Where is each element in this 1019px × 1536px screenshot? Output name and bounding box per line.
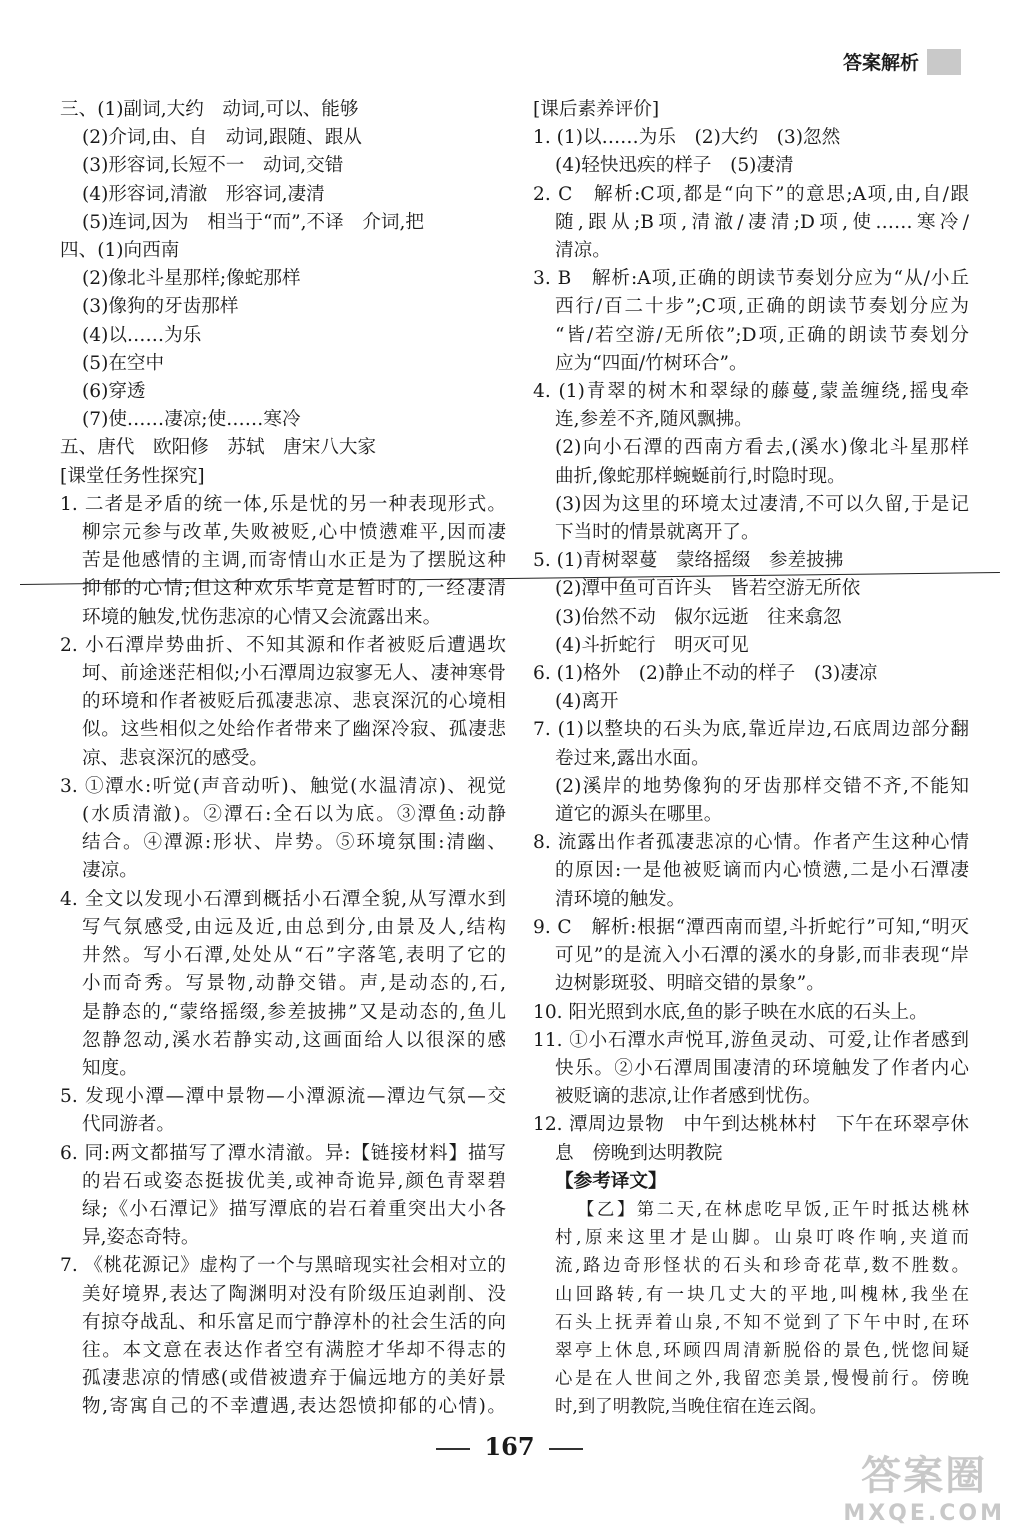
answer-line: 被贬谪的悲凉,让作者感到忧伤。 — [555, 1086, 822, 1108]
site-watermark-logo — [843, 1444, 1005, 1526]
answer-line: 苦是他感情的主调,而寄情山水正是为了摆脱这种 — [82, 550, 506, 572]
answer-line: 12. 潭周边景物 中午到达桃林村 下午在环翠亭休 — [533, 1114, 969, 1136]
answer-line: 翠亭上休息,环顾四周清新脱俗的景色,恍惚间疑 — [555, 1340, 969, 1361]
watermark-domain: MXQE.COM — [843, 1501, 1005, 1526]
answer-line: (4)斗折蛇行 明灭可见 — [555, 634, 749, 656]
answer-line: 随,跟从;B项,清澈/凄清;D项,使……寒冷/ — [555, 211, 969, 233]
answer-line: (7)使……凄凉;使……寒冷 — [82, 409, 301, 431]
answer-line: (水质清澈)。②潭石:全石以为底。③潭鱼:动静 — [82, 804, 506, 826]
answer-line: (5)连词,因为 相当于“而”,不译 介词,把 — [82, 211, 424, 233]
answer-line: 快乐。②小石潭周围凄清的环境触发了作者内心 — [555, 1057, 969, 1079]
answer-line: 代同游者。 — [82, 1114, 175, 1136]
answer-line: 应为“四面/竹树环合”。 — [555, 352, 748, 374]
answer-line: 结合。④潭源:形状、岸势。⑤环境氛围:清幽、 — [82, 832, 506, 854]
answer-line: 凉、悲哀深沉的感受。 — [82, 747, 268, 769]
answer-line: 抑郁的心情;但这种欢乐毕竟是暂时的,一经凄清 — [82, 578, 506, 600]
answer-line: 可见”的是流入小石潭的溪水的身影,而非表现“岸 — [555, 945, 969, 967]
page-number: 167 — [484, 1432, 535, 1461]
answer-line: (4)形容词,清澈 形容词,凄清 — [82, 183, 325, 205]
answer-line: 孤凄悲凉的情感(或借被遗弃于偏远地方的美好景 — [82, 1368, 506, 1390]
answer-line: 下当时的情景就离开了。 — [555, 522, 760, 544]
answer-line: [课后素养评价] — [533, 99, 660, 120]
answer-line: 4. 全文以发现小石潭到概括小石潭全貌,从写潭水到 — [60, 888, 506, 910]
answer-line: 5. 发现小潭—潭中景物—小潭源流—潭边气氛—交 — [60, 1086, 506, 1108]
answer-line: (2)像北斗星那样;像蛇那样 — [82, 268, 301, 290]
answer-line: 写气氛感受,由远及近,由总到分,由景及人,结构 — [82, 916, 506, 938]
footer-dash-left — [436, 1448, 470, 1450]
answer-line: 1. (1)以……为乐 (2)大约 (3)忽然 — [533, 127, 841, 149]
answer-line: 11. ①小石潭水声悦耳,游鱼灵动、可爱,让作者感到 — [533, 1029, 969, 1051]
answer-line: 小而奇秀。写景物,动静交错。声,是动态的,石, — [82, 973, 506, 995]
answer-line: 【乙】第二天,在林虑吃早饭,正午时抵达桃林 — [577, 1199, 969, 1220]
answer-line: (5)在空中 — [82, 352, 165, 374]
answer-line: 似。这些相似之处给作者带来了幽深冷寂、孤凄悲 — [82, 719, 506, 741]
answer-line: 边树影斑驳、明暗交错的景象”。 — [555, 973, 825, 995]
answer-line: (3)形容词,长短不一 动词,交错 — [82, 155, 344, 177]
answer-line: 美好境界,表达了陶渊明对没有阶级压迫剥削、没 — [82, 1283, 506, 1305]
answer-line: 西行/百二十步”;C项,正确的朗读节奏划分应为 — [555, 296, 969, 318]
answer-line: 山回路转,有一块几丈大的平地,叫槐林,我坐在 — [555, 1284, 969, 1305]
answer-line: (2)潭中鱼可百许头 皆若空游无所依 — [555, 578, 861, 600]
answer-line: 清环境的触发。 — [555, 888, 686, 910]
answer-line: 5. (1)青树翠蔓 蒙络摇缀 参差披拂 — [533, 550, 844, 572]
answer-line: 2. 小石潭岸势曲折、不知其源和作者被贬后遭遇坎 — [60, 634, 506, 656]
answer-line: 异,姿态奇特。 — [82, 1227, 200, 1249]
right-column — [533, 96, 969, 1422]
answer-line: 4. (1)青翠的树木和翠绿的藤蔓,蒙盖缠绕,摇曳牵 — [533, 381, 969, 403]
answer-line: 有掠夺战乱、和乐富足而宁静淳朴的社会生活的向 — [82, 1311, 506, 1333]
answer-line: 8. 流露出作者孤凄悲凉的心情。作者产生这种心情 — [533, 832, 969, 854]
answer-line: 3. B 解析:A项,正确的朗读节奏划分应为“从/小丘 — [533, 268, 969, 290]
answer-line: 井然。写小石潭,处处从“石”字落笔,表明了它的 — [82, 945, 506, 967]
answer-line: 【参考译文】 — [555, 1170, 667, 1192]
answer-line: (6)穿透 — [82, 381, 146, 403]
answer-line: “皆/若空游/无所依”;D项,正确的朗读节奏划分 — [555, 324, 969, 346]
answer-line: 石头上抚弄着山泉,不知不觉到了下午中时,在环 — [555, 1312, 969, 1333]
answer-line: 6. 同:两文都描写了潭水清澈。异:【链接材料】描写 — [60, 1142, 506, 1164]
answer-line: 的岩石或姿态挺拔优美,或神奇诡异,颜色青翠碧 — [82, 1170, 506, 1192]
answer-line: 息 傍晚到达明教院 — [555, 1142, 723, 1164]
answer-line: 9. C 解析:根据“潭西南而望,斗折蛇行”可知,“明灭 — [533, 916, 969, 938]
answer-line: (4)离开 — [555, 691, 619, 713]
answer-line: 物,寄寓自己的不幸遭遇,表达怨愤抑郁的心情)。 — [82, 1396, 506, 1418]
answer-line: 环境的触发,忧伤悲凉的心情又会流露出来。 — [82, 606, 442, 628]
answer-line: 卷过来,露出水面。 — [555, 747, 710, 769]
footer-dash-right — [549, 1448, 583, 1450]
answer-line: 曲折,像蛇那样蜿蜒前行,时隐时现。 — [555, 465, 846, 487]
answer-line: (4)以……为乐 — [82, 324, 202, 346]
answer-line: 1. 二者是矛盾的统一体,乐是忧的另一种表现形式。 — [60, 493, 506, 515]
answer-line: 7. 《桃花源记》虚构了一个与黑暗现实社会相对立的 — [60, 1255, 506, 1277]
answer-line: 7. (1)以整块的石头为底,靠近岸边,石底周边部分翻 — [533, 719, 969, 741]
answer-line: 坷、前途迷茫相似;小石潭周边寂寥无人、凄神寒骨 — [82, 663, 506, 685]
answer-line: 往。本文意在表达作者空有满腔才华却不得志的 — [82, 1339, 506, 1361]
answer-line: 3. ①潭水:听觉(声音动听)、触觉(水温清凉)、视觉 — [60, 775, 506, 797]
answer-line: (3)像狗的牙齿那样 — [82, 296, 239, 318]
answer-line: (3)佁然不动 俶尔远逝 往来翕忽 — [555, 606, 842, 628]
answer-line: 五、唐代 欧阳修 苏轼 唐宋八大家 — [60, 437, 377, 459]
answer-line: (4)轻快迅疾的样子 (5)凄清 — [555, 155, 794, 177]
left-column — [60, 96, 506, 1422]
answer-line: (2)介词,由、自 动词,跟随、跟从 — [82, 127, 362, 149]
answer-line: 是静态的,“蒙络摇缀,参差披拂”又是动态的,鱼儿 — [82, 1001, 506, 1023]
answer-line: 连,参差不齐,随风飘拂。 — [555, 409, 753, 431]
answer-line: [课堂任务性探究] — [60, 465, 205, 487]
answer-line: 2. C 解析:C项,都是“向下”的意思;A项,由,自/跟 — [533, 183, 969, 205]
answer-line: (2)溪岸的地势像狗的牙齿那样交错不齐,不能知 — [555, 775, 969, 797]
answer-line: 凄凉。 — [82, 860, 138, 882]
answer-line: 清凉。 — [555, 240, 611, 262]
answer-line: 柳宗元参与改革,失败被贬,心中愤懑难平,因而凄 — [82, 522, 506, 544]
answer-line: 心是在人世间之外,我留恋美景,慢慢前行。傍晚 — [555, 1369, 969, 1390]
section-header — [843, 48, 961, 75]
answer-line: 知度。 — [82, 1057, 138, 1079]
answer-line: 道它的源头在哪里。 — [555, 804, 723, 826]
answer-line: 的原因:一是他被贬谪而内心愤懑,二是小石潭凄 — [555, 860, 969, 882]
answer-line: 6. (1)格外 (2)静止不动的样子 (3)凄凉 — [533, 663, 878, 685]
answer-line: 的环境和作者被贬后孤凄悲凉、悲哀深沉的心境相 — [82, 691, 506, 713]
answer-line: (3)因为这里的环境太过凄清,不可以久留,于是记 — [555, 493, 969, 515]
answer-line: 三、(1)副词,大约 动词,可以、能够 — [60, 99, 359, 120]
answer-line: 四、(1)向西南 — [60, 240, 180, 262]
section-header-label: 答案解析 — [842, 52, 919, 74]
answer-line: 流,路边奇形怪状的石头和珍奇花草,数不胜数。 — [555, 1256, 969, 1277]
answer-line: (2)向小石潭的西南方看去,(溪水)像北斗星那样 — [555, 437, 969, 459]
answer-line: 村,原来这里才是山脚。山泉叮咚作响,夹道而 — [555, 1228, 969, 1249]
answer-line: 10. 阳光照到水底,鱼的影子映在水底的石头上。 — [533, 1001, 928, 1023]
header-gray-bar — [927, 49, 961, 75]
watermark-text: 答案圈 — [861, 1453, 988, 1499]
answer-line: 忽静忽动,溪水若静实动,这画面给人以很深的感 — [82, 1029, 506, 1051]
answer-line: 时,到了明教院,当晚住宿在连云阁。 — [555, 1397, 827, 1418]
answer-line: 绿;《小石潭记》描写潭底的岩石着重突出大小各 — [82, 1198, 506, 1220]
